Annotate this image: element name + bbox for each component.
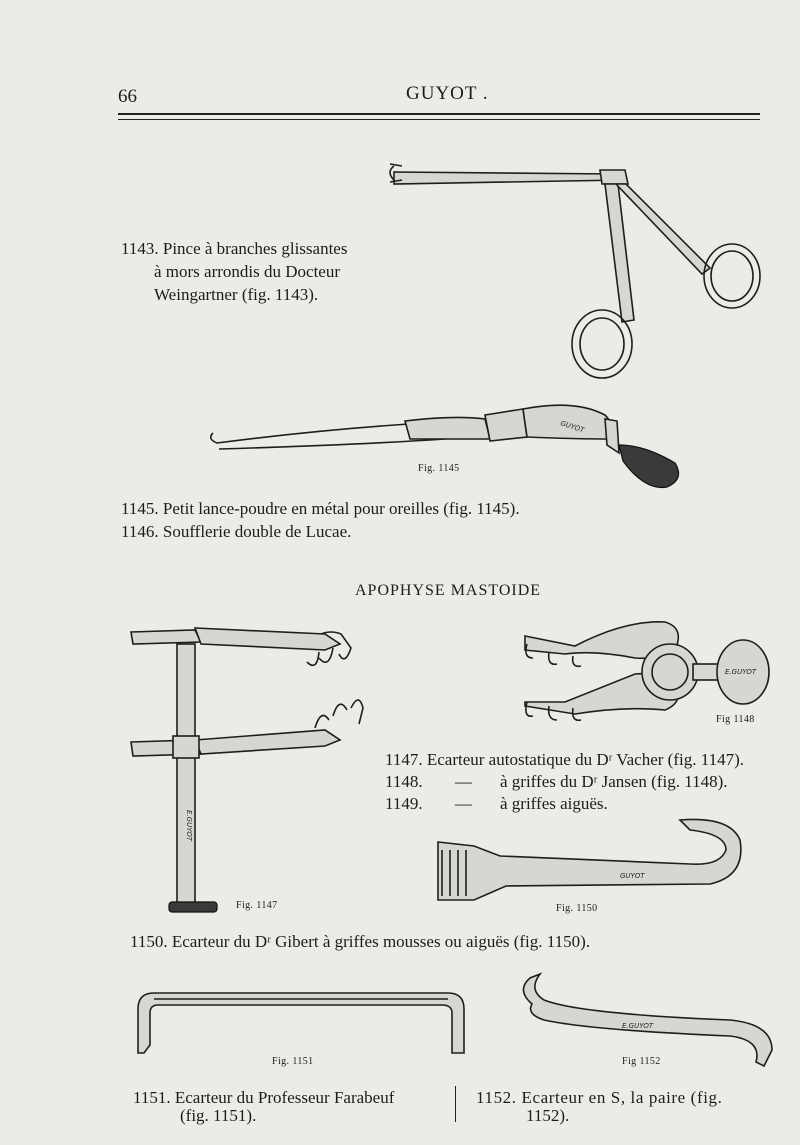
item-1148-number: 1148. (385, 772, 423, 791)
item-1149-number: 1149. (385, 794, 423, 813)
engraving-e-guyot-1152: E.GUYOT (622, 1022, 654, 1030)
caption-fig-1148: Fig 1148 (716, 714, 755, 725)
item-1152-line-2: 1152). (526, 1106, 570, 1125)
figure-1150-gibert-retractor (430, 820, 760, 910)
item-1149-text: à griffes aiguës. (500, 794, 608, 813)
engraving-e-guyot-1148: E.GUYOT (725, 668, 757, 676)
figure-1152-s-retractor (510, 970, 780, 1070)
caption-fig-1145: Fig. 1145 (418, 463, 460, 474)
item-1151-line-1: 1151. Ecarteur du Professeur Farabeuf (133, 1088, 395, 1107)
item-1145: 1145. Petit lance-poudre en métal pour oreilles (fig. 1145). (121, 499, 520, 518)
engraving-e-guyot-1147: E.GUYOT (185, 810, 193, 842)
caption-fig-1147: Fig. 1147 (236, 900, 278, 911)
header-rule-thin (118, 119, 760, 120)
item-1143-line-1: 1143. Pince à branches glissantes (121, 239, 348, 258)
item-1146: 1146. Soufflerie double de Lucae. (121, 522, 352, 541)
caption-fig-1152: Fig 1152 (622, 1056, 661, 1067)
page-number: 66 (118, 86, 137, 107)
item-1143-line-2: à mors arrondis du Docteur (154, 262, 341, 281)
figure-1145-powder-blower (205, 395, 685, 495)
item-1148-text: à griffes du Dʳ Jansen (fig. 1148). (500, 772, 728, 791)
item-1151-line-2: (fig. 1151). (180, 1106, 257, 1125)
caption-fig-1151: Fig. 1151 (272, 1056, 314, 1067)
item-1147: 1147. Ecarteur autostatique du Dʳ Vacher (fig. 1147). (385, 750, 745, 769)
item-1149-dash: — (455, 794, 472, 813)
item-1152-line-1: 1152. Ecarteur en S, la paire (fig. (476, 1088, 723, 1107)
page-header-title: GUYOT . (406, 83, 489, 104)
section-title: APOPHYSE MASTOIDE (355, 582, 542, 599)
engraving-guyot-1145: GUYOT (559, 419, 586, 435)
figure-1147-vacher-retractor (125, 620, 375, 920)
item-1148-dash: — (455, 772, 472, 791)
item-1143-line-3: Weingartner (fig. 1143). (154, 285, 319, 304)
figure-1151-farabeuf-retractor (130, 985, 475, 1060)
figure-1143-forceps (380, 150, 770, 390)
caption-fig-1150: Fig. 1150 (556, 903, 598, 914)
item-1150: 1150. Ecarteur du Dʳ Gibert à griffes mousses ou aiguës (fig. 1150). (130, 932, 591, 951)
column-separator (455, 1086, 456, 1122)
header-rule (118, 113, 760, 115)
engraving-guyot-1150: GUYOT (620, 872, 645, 880)
